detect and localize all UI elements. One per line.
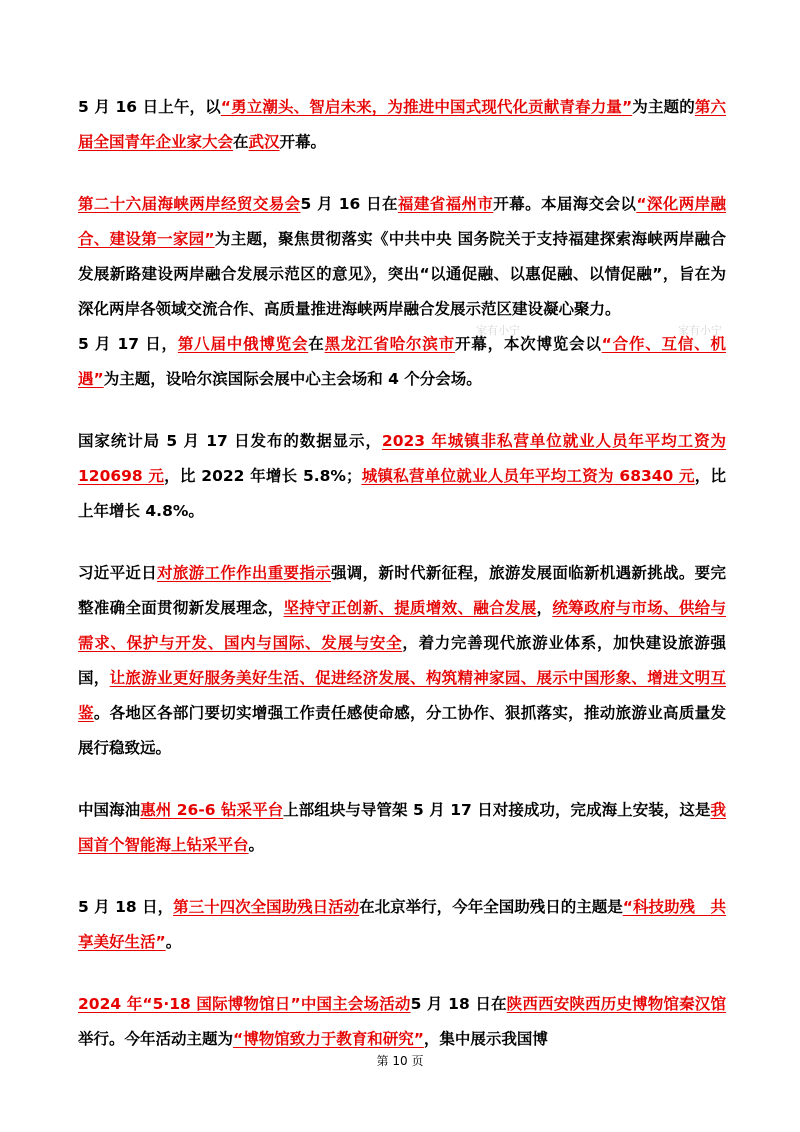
- highlighted-text: “深化两岸融合、建设第一家园”: [78, 195, 726, 248]
- watermark-text-right: 家有小宁: [678, 324, 722, 337]
- highlighted-text: 2023 年城镇非私营单位就业人员年平均工资为 120698 元: [78, 432, 726, 485]
- paragraph-2: [78, 187, 726, 327]
- highlighted-text: 黑龙江省哈尔滨市: [324, 335, 455, 353]
- body-text: 在北京举行，今年全国助残日的主题是: [359, 898, 623, 916]
- highlighted-text: 惠州 26-6 钻采平台: [140, 801, 284, 819]
- body-text: 习近平近日: [78, 564, 158, 582]
- page-number: 第 10 页: [376, 1054, 424, 1068]
- paragraph-1: [78, 90, 726, 160]
- body-text: 开幕，本次博览会以: [454, 335, 602, 353]
- highlighted-text: 第六届全国青年企业家大会: [78, 98, 726, 151]
- body-text: 5 月 17 日，: [78, 335, 178, 353]
- watermark-text: 家有小宁: [476, 324, 520, 337]
- highlighted-text: 第二十六届海峡两岸经贸交易会: [78, 195, 301, 213]
- body-text: 5 月 16 日在: [300, 195, 398, 213]
- highlighted-text: “科技助残 共享美好生活”: [78, 898, 726, 951]
- body-text: 5 月 18 日，: [78, 898, 174, 916]
- highlighted-text: 陕西西安陕西历史博物馆秦汉馆: [506, 995, 726, 1013]
- highlighted-text: “合作、互信、机遇”: [78, 335, 726, 388]
- highlighted-text: “博物馆致力于教育和研究”: [233, 1030, 424, 1048]
- highlighted-text: 第三十四次全国助残日活动: [173, 898, 360, 916]
- body-text: ，比上年增长 4.8%。: [78, 467, 727, 520]
- paragraph-6: [78, 793, 726, 863]
- body-text: 在: [308, 335, 325, 353]
- body-text: 强调，新时代新征程，旅游发展面临新机遇新挑战。要完整准确全面贯彻新发展理念，: [78, 564, 726, 617]
- paragraph-8: [78, 987, 726, 1057]
- highlighted-text: 第八届中俄博览会: [177, 335, 309, 353]
- body-text: ，比 2022 年增长 5.8%；: [164, 467, 362, 485]
- body-text: 。各地区各部门要切实增强工作责任感使命感，分工协作、狠抓落实，推动旅游业高质量发展行稳致远。: [78, 704, 726, 757]
- body-text: ，: [536, 599, 553, 617]
- body-text: 中国海油: [78, 801, 141, 819]
- body-text: 举行。今年活动主题为: [78, 1030, 234, 1048]
- body-text: 为主题的: [632, 98, 695, 116]
- highlighted-text: “勇立潮头、智启未来，为推进中国式现代化贡献青春力量”: [220, 98, 633, 116]
- body-text: 为主题，聚焦贯彻落实《中共中央 国务院关于支持福建探索海峡两岸融合发展新路建设两岸融合发展示范区的意见》，突出“以通促融、以惠促融、以情促融”，旨在为深化两岸各领域交流合作、高质量推进海峡两岸融合发展示范区建设凝心聚力。: [78, 230, 726, 318]
- body-text: 5 月 16 日上午，以: [78, 98, 221, 116]
- highlighted-text: 坚持守正创新、提质增效、融合发展: [283, 599, 537, 617]
- paragraph-7: [78, 890, 726, 960]
- body-text: 。: [248, 836, 265, 854]
- paragraph-3: [78, 327, 726, 397]
- highlighted-text: 城镇私营单位就业人员年平均工资为 68340 元: [361, 467, 695, 485]
- body-text: 上部组块与导管架 5 月 17 日对接成功，完成海上安装，这是: [283, 801, 711, 819]
- paragraph-5: [78, 556, 726, 766]
- highlighted-text: 统筹政府与市场、供给与需求、保护与开发、国内与国际、发展与安全: [78, 599, 726, 652]
- paragraph-4: [78, 424, 726, 529]
- highlighted-text: 2024 年“5·18 国际博物馆日”中国主会场活动: [78, 995, 411, 1013]
- body-text: 为主题，设哈尔滨国际会展中心主会场和 4 个分会场。: [103, 370, 482, 388]
- document-body: [78, 90, 726, 1057]
- body-text: 开幕。本届海交会以: [493, 195, 637, 213]
- body-text: ，集中展示我国博: [423, 1030, 548, 1048]
- highlighted-text: 福建省福州市: [397, 195, 494, 213]
- body-text: 国家统计局 5 月 17 日发布的数据显示，: [78, 432, 382, 450]
- body-text: 开幕。: [279, 133, 327, 151]
- highlighted-text: 我国首个智能海上钻采平台: [78, 801, 726, 854]
- body-text: 在: [233, 133, 249, 151]
- highlighted-text: 武汉: [248, 133, 280, 151]
- highlighted-text: 让旅游业更好服务美好生活、促进经济发展、构筑精神家园、展示中国形象、增进文明互鉴: [78, 669, 726, 722]
- body-text: 。: [165, 933, 182, 951]
- highlighted-text: 对旅游工作作出重要指示: [157, 564, 331, 582]
- body-text: ，着力完善现代旅游业体系，加快建设旅游强国，: [78, 634, 726, 687]
- body-text: 5 月 18 日在: [410, 995, 507, 1013]
